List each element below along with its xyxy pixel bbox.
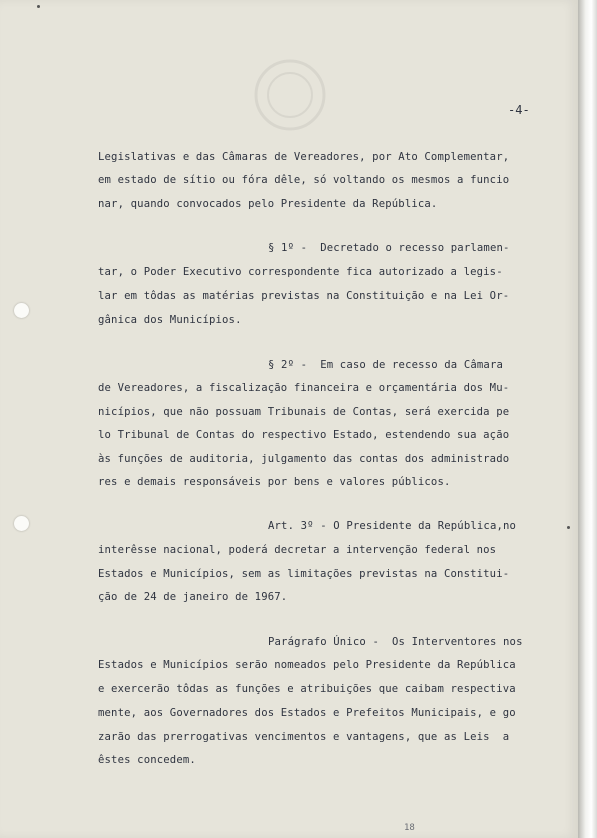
footer-mark: 18	[404, 823, 415, 833]
text-line: gânica dos Municípios.	[98, 314, 242, 326]
paper-speck	[37, 5, 40, 8]
text-line: Parágrafo Único - Os Interventores nos	[268, 636, 523, 648]
text-line: Art. 3º - O Presidente da República,no	[268, 520, 517, 532]
text-line: § 1º - Decretado o recesso parlamen-	[268, 242, 510, 254]
text-line: nicípios, que não possuam Tribunais de Contas, será exercida pe	[98, 406, 510, 418]
text-line: interêsse nacional, poderá decretar a intervenção federal nos	[98, 544, 497, 556]
paper-speck	[567, 526, 570, 529]
text-line: zarão das prerrogativas vencimentos e vantagens, que as Leis a	[98, 731, 510, 743]
punch-hole-top	[14, 303, 29, 318]
punch-hole-bottom	[14, 516, 29, 531]
text-line: tar, o Poder Executivo correspondente fica autorizado a legis-	[98, 266, 503, 278]
text-line: § 2º - Em caso de recesso da Câmara	[268, 359, 504, 371]
text-line: res e demais responsáveis por bens e valores públicos.	[98, 476, 451, 488]
text-line: ção de 24 de janeiro de 1967.	[98, 591, 288, 603]
text-line: nar, quando convocados pelo Presidente da República.	[98, 198, 438, 210]
text-line: lo Tribunal de Contas do respectivo Estado, estendendo sua ação	[98, 429, 510, 441]
seal-watermark	[250, 55, 330, 135]
text-line: às funções de auditoria, julgamento das contas dos administrado	[98, 453, 510, 465]
text-line: Estados e Municípios, sem as limitações previstas na Constitui-	[98, 568, 510, 580]
text-line: mente, aos Governadores dos Estados e Prefeitos Municipais, e go	[98, 707, 516, 719]
text-line: lar em tôdas as matérias previstas na Constituição e na Lei Or-	[98, 290, 510, 302]
page-number: -4-	[508, 103, 530, 117]
page-edge	[578, 0, 597, 838]
text-line: Legislativas e das Câmaras de Vereadores, por Ato Complementar,	[98, 151, 510, 163]
text-line: Estados e Municípios serão nomeados pelo Presidente da República	[98, 659, 516, 671]
text-line: de Vereadores, a fiscalização financeira e orçamentária dos Mu-	[98, 382, 510, 394]
text-line: êstes concedem.	[98, 754, 196, 766]
text-line: e exercerão tôdas as funções e atribuições que caibam respectiva	[98, 683, 516, 695]
text-line: em estado de sítio ou fóra dêle, só voltando os mesmos a funcio	[98, 174, 510, 186]
